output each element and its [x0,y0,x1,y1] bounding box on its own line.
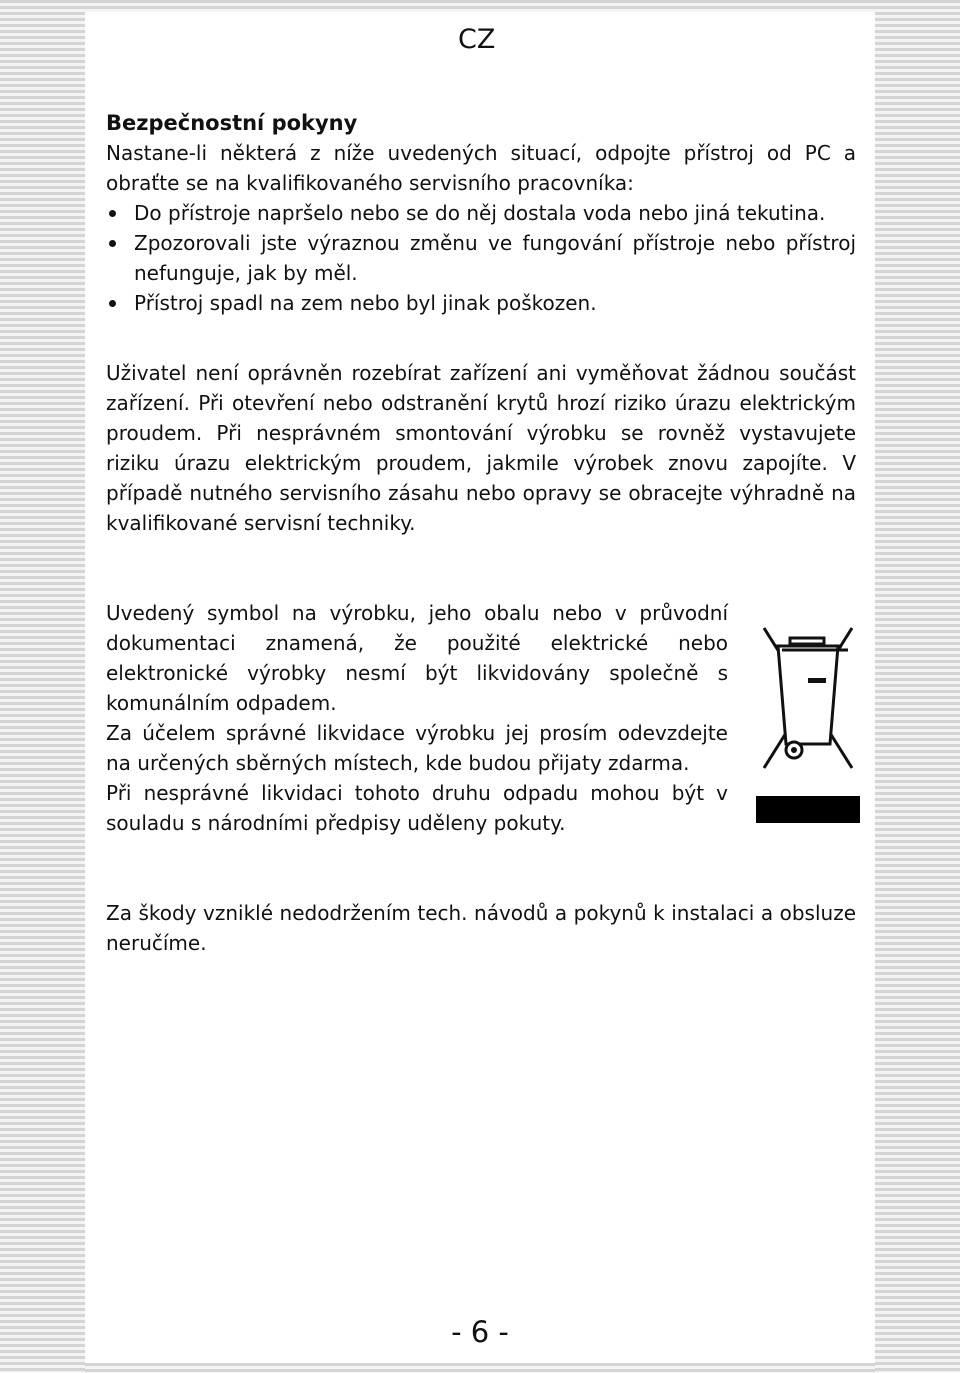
safety-bullet-text: Do přístroje napršelo nebo se do něj dostala voda nebo jiná tekutina. [134,201,826,225]
safety-bullet-text: Přístroj spadl na zem nebo byl jinak poškozen. [134,291,597,315]
left-margin-stripe [0,0,85,1373]
disposal-paragraph-3: Při nesprávné likvidaci tohoto druhu odpadu mohou být v souladu s národními předpisy uděleny pokuty. [106,781,728,835]
safety-bullet-item [106,198,856,228]
page-top-band [0,0,960,12]
disposal-paragraph-2: Za účelem správné likvidace výrobku jej prosím odevzdejte na určených sběrných místech, kde budou přijaty zdarma. [106,721,728,775]
bullet-dot-icon [109,300,116,307]
bullet-dot-icon [109,210,116,217]
separate-collection-bar [756,796,860,823]
safety-heading: Bezpečnostní pokyny [106,111,358,135]
crossed-out-wheelie-bin-icon [752,620,862,780]
disposal-section [106,598,856,838]
safety-bullet-item [106,288,856,318]
right-margin-stripe [875,0,960,1373]
language-code: CZ [458,24,496,55]
disposal-text [106,598,728,838]
page-number: - 6 - [451,1315,509,1349]
safety-bullet-text: Zpozorovali jste výraznou změnu ve fungování přístroje nebo přístroj nefunguje, jak by měl. [134,231,856,285]
page-bottom-band [0,1363,960,1373]
page-content [106,108,856,958]
service-paragraph: Uživatel není oprávněn rozebírat zařízení ani vyměňovat žádnou součást zařízení. Při otevření nebo odstranění krytů hrozí riziko úrazu elektrickým proudem. Při nesprávném smontování výrobku se rovněž vystavujete riziku úrazu elektrickým proudem, jakmile výrobek znovu zapojíte. V případě nutného servisního zásahu nebo opravy se obracejte výhradně na kvalifikované servisní techniky. [106,361,856,535]
disposal-paragraph-1: Uvedený symbol na výrobku, jeho obalu nebo v průvodní dokumentaci znamená, že použité elektrické nebo elektronické výrobky nesmí být likvidovány společně s komunálním odpadem. [106,601,728,715]
safety-bullet-list [106,198,856,318]
safety-intro: Nastane-li některá z níže uvedených situací, odpojte přístroj od PC a obraťte se na kvalifikovaného servisního pracovníka: [106,141,856,195]
safety-bullet-item [106,228,856,288]
bullet-dot-icon [109,240,116,247]
liability-paragraph: Za škody vzniklé nedodržením tech. návodů a pokynů k instalaci a obsluze neručíme. [106,901,856,955]
